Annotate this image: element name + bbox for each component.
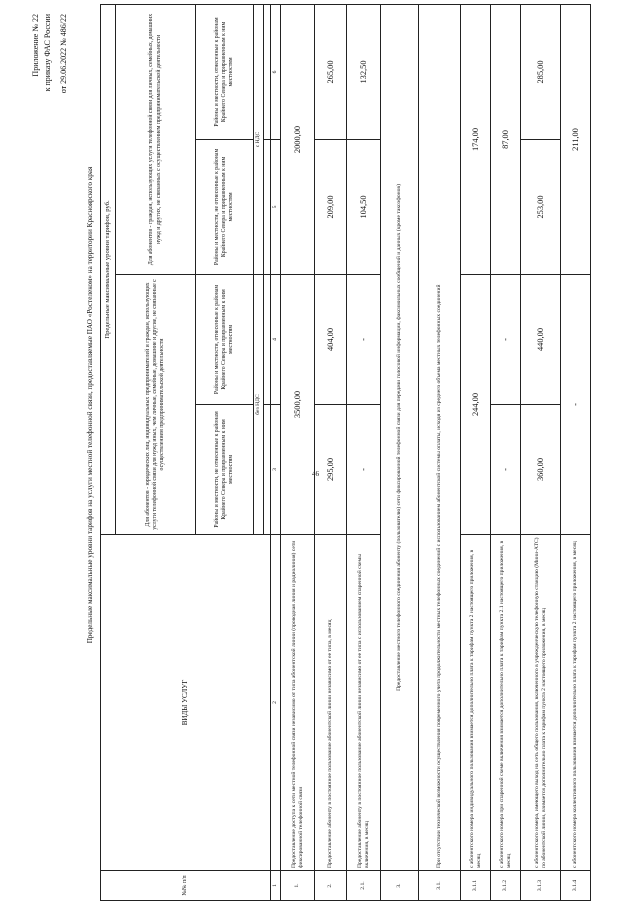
no-vat-label: без НДС	[254, 275, 264, 535]
column-number: 4	[271, 275, 281, 405]
tariff-group-header: Предельные максимальные уровни тарифов, руб.	[101, 4, 116, 534]
value-cell: 132,50	[347, 4, 381, 139]
with-vat-label: с НДС	[254, 4, 264, 274]
value-cell: 285,00	[521, 4, 561, 139]
row-number: 3.	[381, 871, 419, 901]
value-cell: 104,50	[347, 140, 381, 275]
value-cell: -	[347, 275, 381, 405]
value-cell: -	[491, 275, 521, 405]
column-number: 6	[271, 4, 281, 139]
value-cell: 174,00	[461, 4, 491, 274]
value-cell: 244,00	[461, 275, 491, 535]
table-row	[381, 4, 419, 900]
row-number: 2.	[315, 871, 347, 901]
appendix-number: Приложение № 22	[31, 14, 40, 77]
value-cell: 265,00	[315, 4, 347, 139]
column-number: 1	[271, 871, 281, 901]
value-cell: 87,00	[491, 4, 521, 274]
order-date: от 29.06.2022 № 486/22	[59, 14, 68, 94]
row-service-text: с абонентского номера индивидуального пользования взимается дополнительно плата к тарифам пункта 2 настоящего приложения, в месяц	[461, 535, 491, 871]
table-row	[419, 4, 461, 900]
col-service-header: ВИДЫ УСЛУГ	[101, 535, 271, 871]
row-number: 3.1.	[419, 871, 461, 901]
column-number: 3	[271, 405, 281, 535]
row-number: 3.1.2	[491, 871, 521, 901]
row-number: 3.1.1	[461, 871, 491, 901]
value-cell: 2000,00	[281, 4, 315, 274]
page-number: 46	[312, 470, 319, 478]
north-header: Районы и местности, отнесенные к районам Крайнего Севера и приравненным к ним местностям	[196, 275, 254, 405]
table-row	[281, 4, 315, 900]
citizens-header: Для абонентов - граждан, использующих услуги телефонной связи для личных, семейных, домашних нужд и других, не связанных с осуществлением предпринимательской деятельности	[116, 4, 196, 274]
value-cell: 295,00	[315, 405, 347, 535]
table-row	[491, 4, 521, 900]
section-heading-text: При отсутствии технической возможности осуществления повременного учета продолжительности местных телефонных соединений с использованием абонентской системы оплаты, исходя из среднего объема местных телефонных соединений	[419, 4, 461, 870]
areas-header: Районы и местности, не отнесенные к районам Крайнего Севера и приравненным к ним местностям	[196, 140, 254, 275]
row-service-text: с абонентского номера при спаренной схеме включения взимается дополнительно плата к тарифам пункта 2.1 настоящего приложения, в месяц	[491, 535, 521, 871]
row-service-text: с абонентского номера, имеющего выход на сеть общего пользования, включенного в учрежденческую телефонную станцию (Мини-АТС) по абонентской линии, взимается дополнительно плата к тарифам пункта 2 настоящего приложения, в месяц	[521, 535, 561, 871]
row-service-text: Предоставление доступа к сети местной телефонной связи независимо от типа абонентской линии (проводная линия и радиолиния) сети фиксированной телефонной связи	[281, 535, 315, 871]
table-row	[315, 4, 347, 900]
value-cell: 360,00	[521, 405, 561, 535]
row-service-text: Предоставление абоненту в постоянное пользование абонентской линии независимо от ее типа, в месяц	[315, 535, 347, 871]
row-number: 2.1.	[347, 871, 381, 901]
table-header-row	[101, 4, 116, 900]
col-number-header: №№ п/п	[101, 871, 271, 901]
value-cell: 209,00	[315, 140, 347, 275]
row-number: 3.1.4	[561, 871, 591, 901]
value-cell: 440,00	[521, 275, 561, 405]
column-number: 2	[271, 535, 281, 871]
table-row	[561, 4, 591, 900]
column-numbers-row	[271, 4, 281, 900]
document-title: Предельные максимальные уровни тарифов на услуги местной телефонной связи, предоставляемые ПАО «Ростелеком» на территории Красноярского края	[86, 166, 94, 644]
order-reference: к приказу ФАС России	[43, 14, 52, 92]
row-service-text: с абонентского номера коллективного пользования взимается дополнительно плата к тарифам пункта 2 настоящего приложения, в месяц	[561, 535, 591, 871]
value-cell: 3500,00	[281, 275, 315, 535]
value-cell: 211,00	[561, 4, 591, 274]
table-row	[521, 4, 561, 900]
table-row	[347, 4, 381, 900]
tariff-table	[100, 4, 591, 901]
north-header: Районы и местности, отнесенные к районам Крайнего Севера и приравненным к ним местностям	[196, 4, 254, 139]
value-cell: 404,00	[315, 275, 347, 405]
column-number: 5	[271, 140, 281, 275]
legal-entities-header: Для абонентов - юридических лиц, индивидуальных предпринимателей и граждан, использующих услуги телефонной связи для нужд иных, чем личные, семейные, домашние и другие, не связанные с осуществлением предпринимательской деятельности	[116, 275, 196, 535]
value-cell: -	[561, 275, 591, 535]
value-cell: 253,00	[521, 140, 561, 275]
value-cell: -	[347, 405, 381, 535]
table-row	[461, 4, 491, 900]
row-number: 3.1.3	[521, 871, 561, 901]
value-cell: -	[491, 405, 521, 535]
row-service-text: Предоставление абоненту в постоянное пользование абонентской линии независимо от ее типа с использованием спаренной схемы включения, в месяц	[347, 535, 381, 871]
row-number: 1.	[281, 871, 315, 901]
areas-header: Районы и местности, не отнесенные к районам Крайнего Севера и приравненным к ним местностям	[196, 405, 254, 535]
section-heading-text: Предоставление местного телефонного соединения абоненту (пользователю) сети фиксированной телефонной связи для передачи голосовой информации, факсимильных сообщений и данных (кроме таксофонов)	[381, 4, 419, 870]
